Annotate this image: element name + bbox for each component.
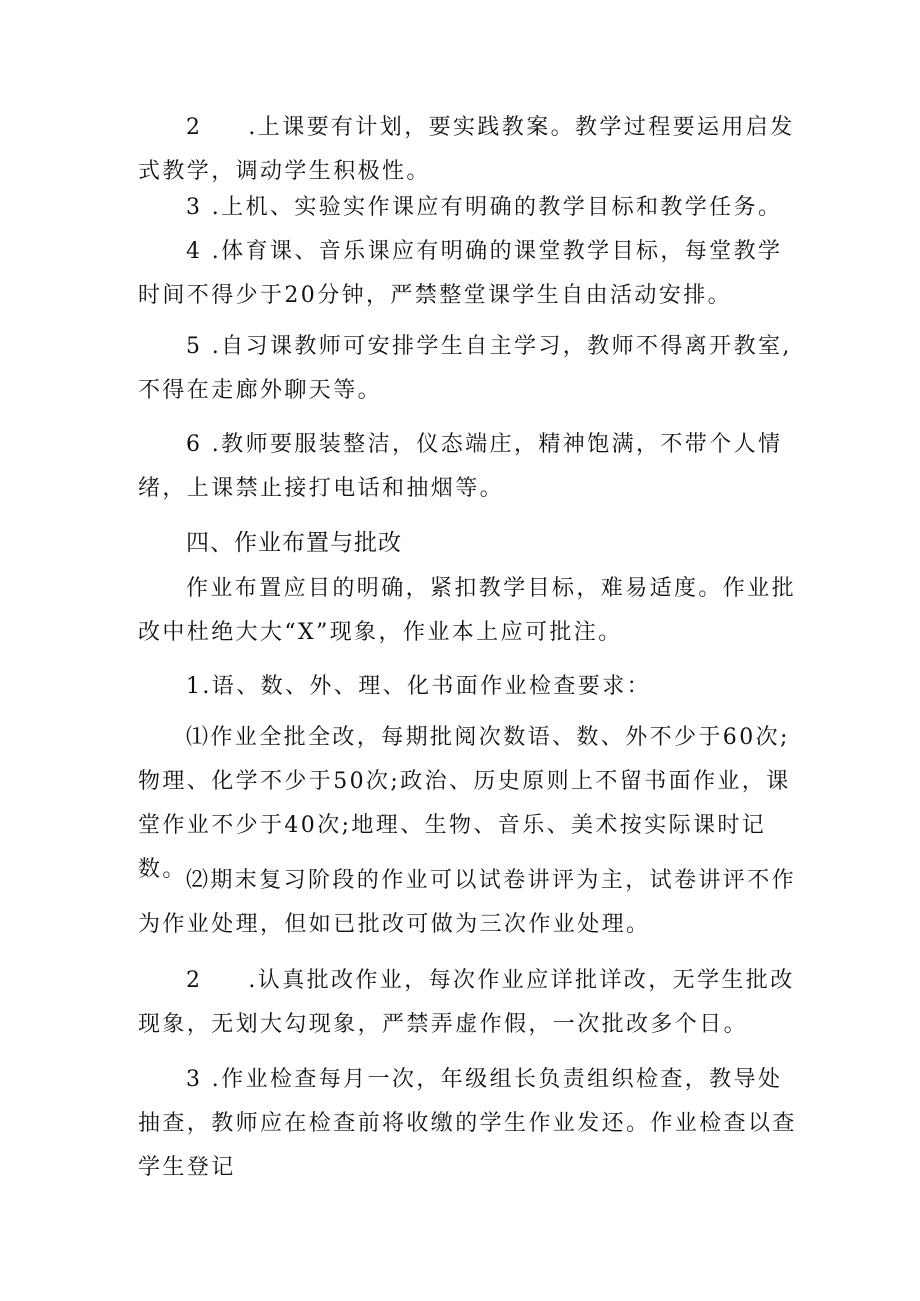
section-intro: 作业布置应目的明确，紧扣教学目标，难易适度。作业批改中杜绝大大“X”现象，作业本上应可批注。	[138, 576, 797, 645]
list-item-2	[138, 959, 798, 1047]
paragraph-item-4: 4 .体育课、音乐课应有明确的课堂教学目标，每堂教学时间不得少于20分钟，严禁整堂课学生自由活动安排。	[138, 239, 783, 308]
section-heading: 四、作业布置与批改	[186, 530, 402, 556]
list-item-3: 3 .作业检查每月一次，年级组长负责组织检查，教导处抽查，教师应在检查前将收缴的学生作业发还。作业检查以查学生登记	[138, 1067, 797, 1180]
list-item-1a: ⑴作业全批全改，每期批阅次数语、数、外不少于60次;物理、化学不少于50次;政治、历史原则上不留书面作业，课堂作业不少于40次;地理、生物、音乐、美术按实际课时记数。	[138, 725, 791, 882]
item-number: 2	[186, 115, 203, 140]
paragraph-text: .认真批改作业，每次作业应详批详改，无学生批改现象，无划大勾现象，严禁弄虚作假，一次批改多个日。	[138, 968, 795, 1037]
paragraph-text: .上课要有计划，要实践教案。教学过程要运用启发式教学，调动学生积极性。	[138, 115, 795, 184]
paragraph-item-6: 6 .教师要服装整洁，仪态端庄，精神饱满，不带个人情绪，上课禁止接打电话和抽烟等。	[138, 432, 783, 501]
paragraph-item-3: 3 .上机、实验实作课应有明确的教学目标和教学任务。	[186, 195, 783, 220]
paragraph-item-5: 5 .自习课教师可安排学生自主学习，教师不得离开教室,不得在走廊外聊天等。	[138, 334, 792, 403]
list-item-1: 1.语、数、外、理、化书面作业检查要求：	[186, 674, 651, 699]
item-number: 2	[186, 968, 203, 993]
list-item-1b: ⑵期末复习阶段的作业可以试卷讲评为主，试卷讲评不作为作业处理，但如已批改可做为三次作业处理。	[138, 868, 797, 937]
paragraph-item-2	[138, 106, 798, 194]
